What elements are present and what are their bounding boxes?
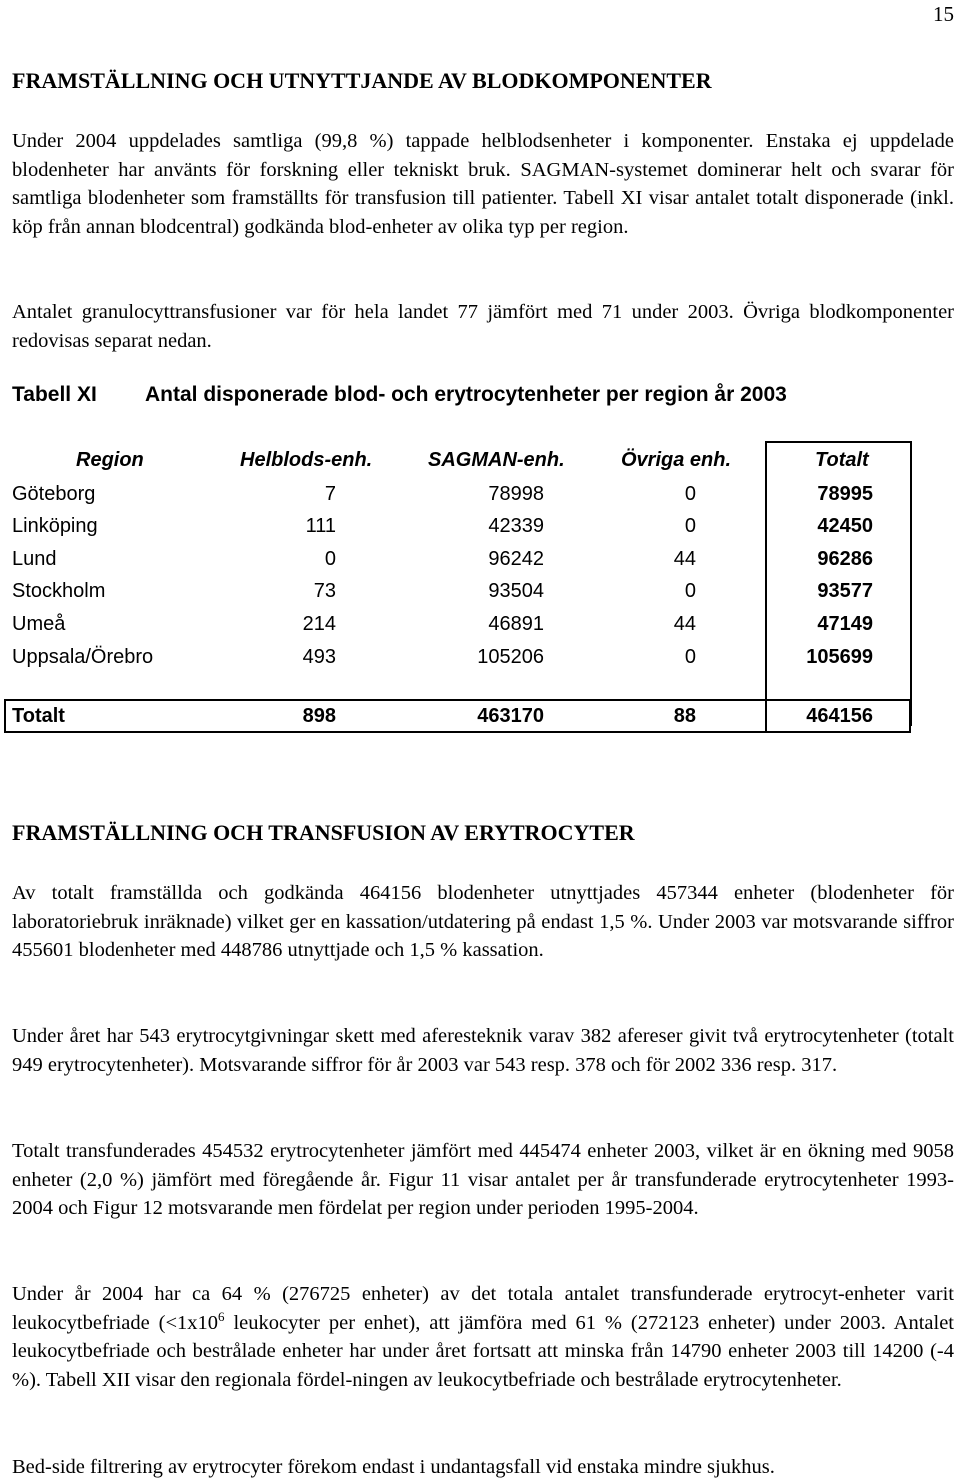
- paragraph-bedside: Bed-side filtrering av erytrocyter förekom endast i undantagsfall vid enstaka mindre sjukhus.: [12, 1456, 775, 1478]
- table-total-row: [0, 700, 960, 732]
- cell-sagman: 42339: [488, 515, 544, 537]
- paragraph-transfusioner: Totalt transfunderades 454532 erytrocytenheter jämfört med 445474 enheter 2003, vilket är en ökning med 9058 enheter (2,0 %) jämfört med föregående år. Figur 11 visar antalet per år transfunderade erytrocytenheter 1993-2004 och Figur 12 motsvarande men fördelat per region under perioden 1995-2004.: [12, 1140, 954, 1220]
- cell-totalt: 42450: [817, 515, 873, 537]
- column-header-helblod: Helblods-enh.: [240, 449, 373, 471]
- section-heading-blodkomponenter: FRAMSTÄLLNING OCH UTNYTTJANDE AV BLODKOMPONENTER: [12, 68, 712, 93]
- page-number: 15: [933, 2, 954, 26]
- cell-totalt: 47149: [817, 613, 873, 635]
- paragraph-kassation: Av totalt framställda och godkända 464156 blodenheter utnyttjades 457344 enheter (blodenheter för laboratoriebruk inräknade) vilket ger en kassation/utdatering på endast 1,5 %. Under 2003 var motsvarande siffror 455601 blodenheter med 448786 utnyttjade och 1,5 % kassation.: [12, 882, 954, 962]
- table-caption-text: Antal disponerade blod- och erytrocytenheter per region år 2003: [145, 383, 787, 406]
- cell-total-helblod: 898: [302, 705, 336, 727]
- cell-ovriga: 0: [684, 646, 696, 668]
- cell-helblod: 493: [302, 646, 336, 668]
- paragraph-aferes: Under året har 543 erytrocytgivningar skett med aferesteknik varav 382 afereser givit två erytrocytenheter (totalt 949 erytrocytenheter). Motsvarande siffror för år 2003 var 543 resp. 378 och för 2002 336 resp. 317.: [12, 1025, 954, 1076]
- cell-total-totalt: 464156: [806, 705, 873, 727]
- cell-totalt: 105699: [806, 646, 873, 668]
- cell-helblod: 0: [324, 548, 336, 570]
- table-row: [0, 543, 960, 575]
- cell-ovriga: 44: [673, 548, 696, 570]
- table-row: [0, 641, 960, 673]
- paragraph-leukocytbefriade: [12, 1280, 954, 1395]
- table-row: [0, 478, 960, 510]
- cell-ovriga: 0: [684, 515, 696, 537]
- cell-ovriga: 44: [673, 613, 696, 635]
- cell-region: Umeå: [12, 613, 66, 635]
- cell-totalt: 96286: [817, 548, 873, 570]
- table-row: [0, 575, 960, 607]
- paragraph-granulocyter: Antalet granulocyttransfusioner var för hela landet 77 jämfört med 71 under 2003. Övriga blodkomponenter redovisas separat nedan.: [12, 301, 954, 352]
- cell-total-sagman: 463170: [477, 705, 544, 727]
- table-row: [0, 510, 960, 542]
- cell-helblod: 111: [305, 515, 336, 537]
- column-header-totalt: Totalt: [815, 449, 869, 471]
- table-header-row: [0, 444, 960, 476]
- cell-sagman: 78998: [488, 483, 544, 505]
- cell-sagman: 93504: [488, 580, 544, 602]
- cell-totalt: 93577: [817, 580, 873, 602]
- cell-region: Uppsala/Örebro: [12, 646, 154, 668]
- cell-totalt: 78995: [817, 483, 873, 505]
- section-heading-erytrocyter: FRAMSTÄLLNING OCH TRANSFUSION AV ERYTROCYTER: [12, 820, 635, 845]
- cell-sagman: 105206: [477, 646, 544, 668]
- table-row: [0, 608, 960, 640]
- cell-total-ovriga: 88: [673, 705, 696, 727]
- cell-sagman: 46891: [488, 613, 544, 635]
- paragraph-leukocytbefriade-part1: Under år 2004 har ca 64 % (276725 enheter) av det totala antalet transfunderade erytrocyt-enheter varit leukocytbefriade (<1x10: [12, 1283, 954, 1334]
- cell-region: Lund: [12, 548, 57, 570]
- cell-region: Linköping: [12, 515, 98, 537]
- superscript-exponent: 6: [218, 1308, 225, 1324]
- table-caption-label: Tabell XI: [12, 383, 97, 406]
- cell-helblod: 214: [302, 613, 336, 635]
- column-header-region: Region: [76, 449, 144, 471]
- cell-helblod: 7: [324, 483, 336, 505]
- column-header-sagman: SAGMAN-enh.: [428, 449, 565, 471]
- cell-ovriga: 0: [684, 483, 696, 505]
- cell-region: Stockholm: [12, 580, 106, 602]
- cell-helblod: 73: [313, 580, 336, 602]
- paragraph-intro: Under 2004 uppdelades samtliga (99,8 %) tappade helblodsenheter i komponenter. Enstaka ej uppdelade blodenheter har använts för forskning eller tekniskt bruk. SAGMAN-systemet dominerar helt och svarar för samtliga blodenheter som framställts för transfusion till patienter. Tabell XI visar antalet totalt disponerade (inkl. köp från annan blodcentral) godkända blod-enheter av olika typ per region.: [12, 130, 954, 239]
- paragraph-leukocytbefriade-part2: leukocyter per enhet), att jämföra med 61 % (272123 enheter) under 2003. Antalet leukocytbefriade och bestrålade enheter har under året fortsatt att minska från 14790 enheter 2003 till 14200 (-4 %). Tabell XII visar den regionala fördel-ningen av leukocytbefriade och bestrålade erytrocytenheter.: [12, 1311, 955, 1392]
- table-caption: [12, 383, 787, 407]
- cell-ovriga: 0: [684, 580, 696, 602]
- cell-total-label: Totalt: [12, 705, 65, 727]
- cell-sagman: 96242: [488, 548, 544, 570]
- column-header-ovriga: Övriga enh.: [621, 449, 732, 471]
- cell-region: Göteborg: [12, 483, 96, 505]
